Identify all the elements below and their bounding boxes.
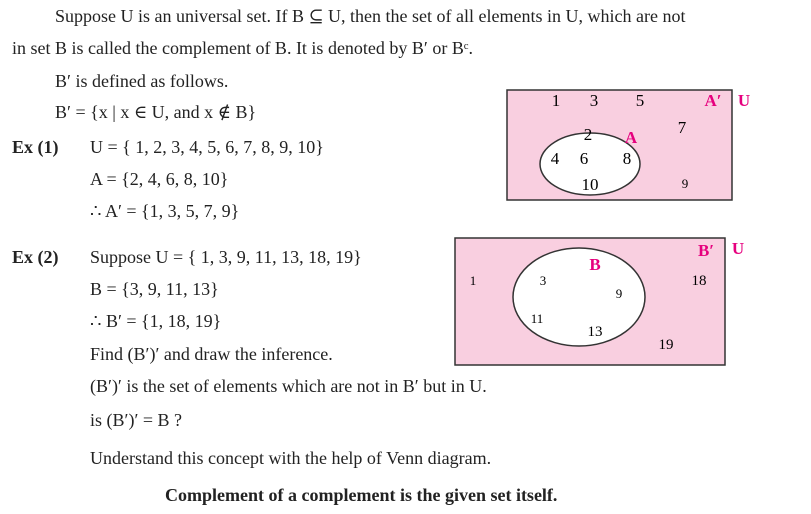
ex2-label: Ex (2) — [12, 247, 59, 267]
ex2-check: is (B′)′ = B ? — [90, 410, 183, 430]
venn1-element-5: 5 — [635, 91, 645, 110]
venn1-element-9: 9 — [681, 176, 689, 191]
venn2-set-b-ellipse — [513, 248, 645, 346]
venn2-complement-label: B′ — [697, 241, 715, 260]
venn2-element-9: 9 — [615, 286, 623, 301]
ex1-label: Ex (1) — [12, 137, 59, 157]
ex2-understand: Understand this concept with the help of Venn diagram. — [90, 448, 492, 468]
venn2-element-3: 3 — [539, 273, 547, 288]
ex1-universe: U = { 1, 2, 3, 4, 5, 6, 7, 8, 9, 10} — [90, 137, 324, 157]
venn1-complement-label: A′ — [704, 91, 722, 110]
venn2-element-11: 11 — [530, 311, 544, 326]
ex2-explanation: (B′)′ is the set of elements which are not in B′ but in U. — [90, 376, 487, 396]
venn-2 — [455, 238, 744, 365]
venn1-element-6: 6 — [579, 149, 589, 168]
venn1-element-4: 4 — [550, 149, 560, 168]
conclusion: Complement of a complement is the given set itself. — [165, 485, 558, 505]
ex2-universe: Suppose U = { 1, 3, 9, 11, 13, 18, 19} — [90, 247, 362, 267]
venn1-element-1: 1 — [551, 91, 561, 110]
definition-formula: B′ = {x | x ∈ U, and x ∉ B} — [55, 102, 257, 122]
venn1-set-label: A — [624, 128, 638, 147]
ex2-set-b: B = {3, 9, 11, 13} — [90, 279, 219, 299]
ex2-question: Find (B′)′ and draw the inference. — [90, 344, 333, 364]
venn2-element-13: 13 — [587, 324, 603, 340]
venn2-element-19: 19 — [658, 337, 674, 353]
venn1-element-3: 3 — [589, 91, 599, 110]
venn2-set-label: B — [589, 255, 601, 274]
venn1-universe-label: U — [737, 91, 751, 110]
intro-line-1: Suppose U is an universal set. If B ⊆ U, then the set of all elements in U, which are not — [55, 6, 686, 26]
venn2-universe-label: U — [731, 239, 745, 258]
venn2-element-18: 18 — [691, 273, 707, 289]
venn1-element-7: 7 — [677, 118, 687, 137]
venn1-element-8: 8 — [622, 149, 632, 168]
ex1-set-a: A = {2, 4, 6, 8, 10} — [90, 169, 229, 189]
venn1-element-2: 2 — [583, 125, 593, 144]
venn2-element-1: 1 — [469, 273, 477, 288]
intro-line-2: in set B is called the complement of B. It is denoted by B′ or Bᶜ. — [12, 38, 473, 58]
definition-intro: B′ is defined as follows. — [55, 71, 229, 91]
venn1-element-10: 10 — [581, 175, 599, 194]
venn-1 — [507, 90, 750, 200]
ex1-result: ∴ A′ = {1, 3, 5, 7, 9} — [90, 201, 240, 221]
ex2-result: ∴ B′ = {1, 18, 19} — [90, 311, 222, 331]
